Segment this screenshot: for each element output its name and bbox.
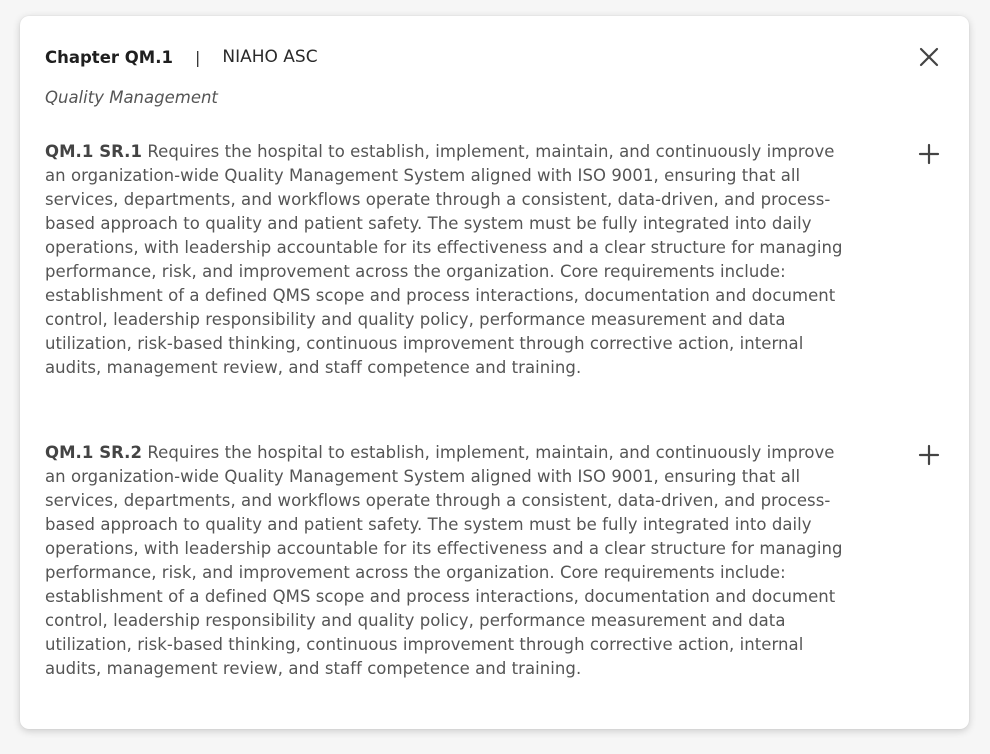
requirement-text: Requires the hospital to establish, implement, maintain, and continuously improve an organization-wide Quality Management System aligned with ISO 9001, ensuring that all services, departments, and workflows operate through a consistent, data-driven, and process-based approach to quality and patient safety. The system must be fully integrated into daily operations, with leadership accountable for its effectiveness and a clear structure for managing performance, risk, and improvement across the organization. Core requirements include: establishment of a defined QMS scope and process interactions, documentation and document control, leadership responsibility and quality policy, performance measurement and data utilization, risk-based thinking, continuous improvement through corrective action, internal audits, management review, and staff competence and training. [45, 142, 843, 377]
expand-requirement-button[interactable] [915, 441, 943, 469]
expand-requirement-button[interactable] [915, 140, 943, 168]
close-icon [915, 43, 943, 71]
requirement-text: Requires the hospital to establish, implement, maintain, and continuously improve an organization-wide Quality Management System aligned with ISO 9001, ensuring that all services, departments, and workflows operate through a consistent, data-driven, and process-based approach to quality and patient safety. The system must be fully integrated into daily operations, with leadership accountable for its effectiveness and a clear structure for managing performance, risk, and improvement across the organization. Core requirements include: establishment of a defined QMS scope and process interactions, documentation and document control, leadership responsibility and quality policy, performance measurement and data utilization, risk-based thinking, continuous improvement through corrective action, internal audits, management review, and staff competence and training. [45, 443, 843, 678]
plus-icon [915, 441, 943, 469]
modal-header [45, 44, 318, 70]
chapter-title: Chapter QM.1 [45, 47, 173, 67]
chapter-detail-modal [20, 16, 969, 729]
close-button[interactable] [915, 43, 943, 71]
requirement-item [45, 140, 845, 380]
requirement-id: QM.1 SR.2 [45, 443, 143, 462]
requirement-id: QM.1 SR.1 [45, 142, 143, 161]
requirement-item [45, 441, 845, 681]
plus-icon [915, 140, 943, 168]
header-separator: | [194, 47, 201, 67]
chapter-subtitle: Quality Management [45, 88, 218, 107]
standard-name: NIAHO ASC [222, 47, 318, 67]
